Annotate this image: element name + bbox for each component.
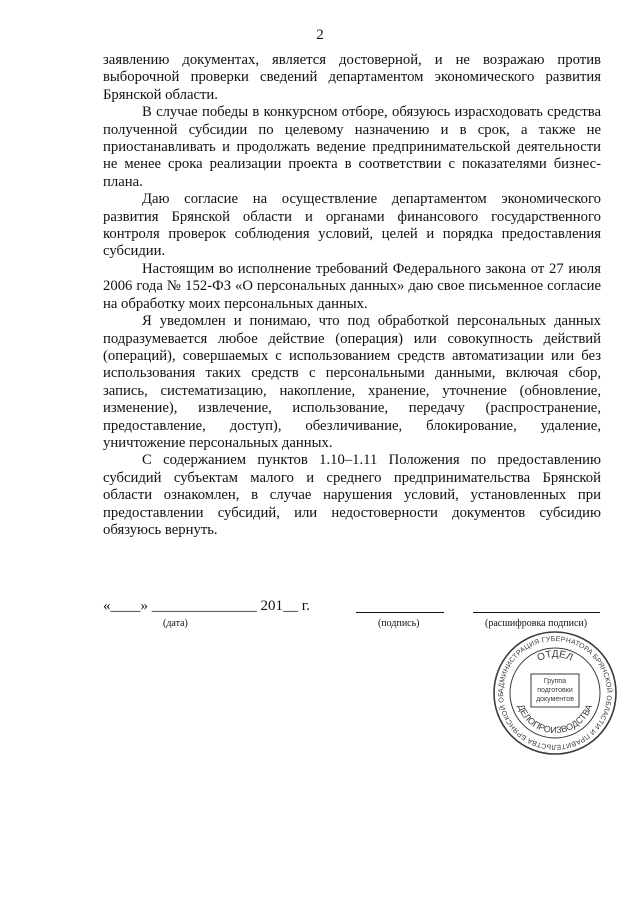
paragraph-5: Я уведомлен и понимаю, что под обработкой персональных данных подразумевается любое действие (операция) или совокупность действий (операций), совершаемых с использованием средств автоматизации или без использования таких средств с персональными данными, включая сбор, запись, систематизацию, накопление, хранение, уточнение (обновление, изменение), извлечение, использование, передачу (распространение, предоставление, доступ), обезличивание, блокирование, удаление, уничтожение персональных данных. <box>103 313 601 451</box>
paragraph-2: В случае победы в конкурсном отборе, обязуюсь израсходовать средства полученной субсидии по целевому назначению и в срок, а также не приостанавливать и продолжать ведение предпринимательской деятельности не менее срока реализации проекта в соответствии с показателями бизнес-плана. <box>103 104 601 190</box>
decoding-line <box>473 598 600 613</box>
svg-text:ДЕЛОПРОИЗВОДСТВА <box>516 703 594 735</box>
stamp-ring-text: АДМИНИСТРАЦИЯ ГУБЕРНАТОРА БРЯНСКОЙ ОБЛАСТИ И ПРАВИТЕЛЬСТВА БРЯНСКОЙ ОБ <box>497 635 613 751</box>
department-stamp <box>492 630 618 756</box>
stamp-center-line-1: Группа <box>543 678 567 685</box>
page-number: 2 <box>316 27 324 43</box>
paragraph-1: заявлению документах, является достоверной, и не возражаю против выборочной проверки сведений департаментом экономического развития Брянской области. <box>103 52 601 103</box>
decoding-caption: (расшифровка подписи) <box>485 618 588 629</box>
body-text <box>103 52 601 539</box>
signature-line <box>356 598 444 613</box>
stamp-department-top: ОТДЕЛ <box>535 648 575 664</box>
svg-text:ОТДЕЛ <box>536 649 575 664</box>
paragraph-6: С содержанием пунктов 1.10–1.11 Положения по предоставлению субсидий субъектам малого и среднего предпринимательства Брянской области ознакомлен, в случае нарушения условий, установленных при предоставлении субсидий, или недостоверности документов субсидию обязуюсь вернуть. <box>103 452 601 538</box>
date-field: «____» ______________ 201__ г. <box>103 598 310 614</box>
signature-caption: (подпись) <box>378 618 420 629</box>
stamp-center-line-3: документов <box>536 696 574 703</box>
stamp-center-line-2: подготовки <box>537 687 573 694</box>
paragraph-4: Настоящим во исполнение требований Федерального закона от 27 июля 2006 года № 152-ФЗ «О персональных данных» даю свое письменное согласие на обработку моих персональных данных. <box>103 260 601 312</box>
date-caption: (дата) <box>163 618 188 629</box>
stamp-department-bottom: ДЕЛОПРОИЗВОДСТВА <box>515 702 595 736</box>
paragraph-3: Даю согласие на осуществление департаментом экономического развития Брянской области и органами финансового государственного контроля проверок соблюдения условий, целей и порядка предоставления субсидии. <box>103 191 601 260</box>
